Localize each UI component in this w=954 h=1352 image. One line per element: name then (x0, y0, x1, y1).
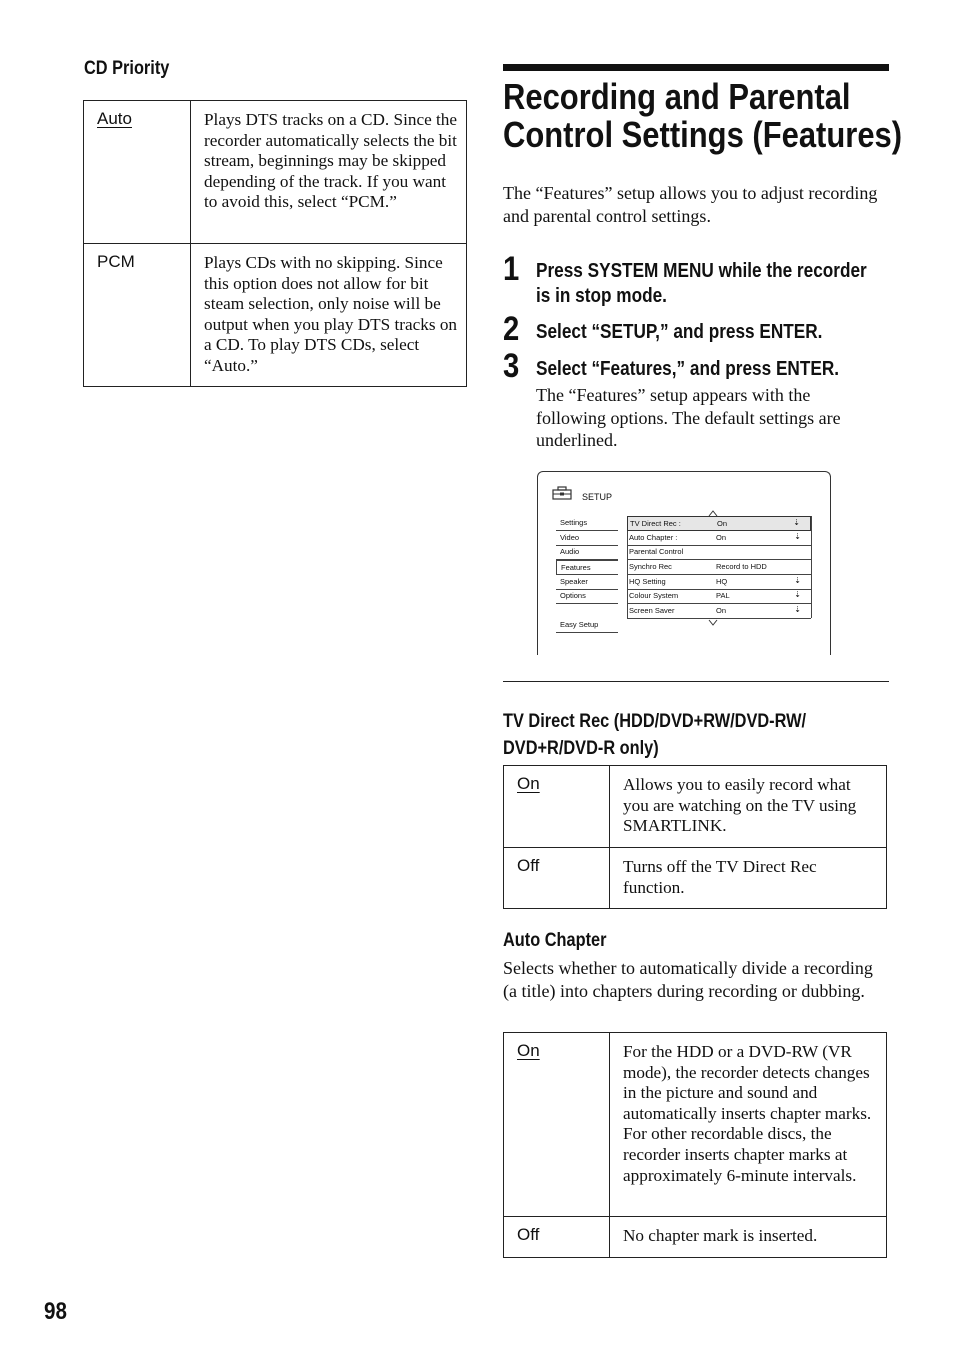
scroll-up-icon (708, 510, 718, 517)
menu-item-settings: Settings (556, 516, 618, 531)
title-rule (503, 64, 889, 71)
arrow-down-icon: ⇣ (794, 576, 801, 585)
table-row (504, 766, 887, 848)
auto-chapter-heading: Auto Chapter (503, 930, 607, 951)
setting-row-auto-chapter: Auto Chapter : On ⇣ (627, 531, 811, 546)
option-desc-pcm: Plays CDs with no skipping. Since this option does not allow for bit steam selection, only noise will be output when you play DTS tracks on a CD. To play DTS CDs, select “Auto.” (191, 244, 467, 387)
page-number: 98 (44, 1298, 67, 1325)
option-key-auto: Auto (97, 109, 132, 128)
setup-screen-illustration (537, 471, 831, 655)
option-key-on: On (517, 1041, 540, 1060)
setting-row-hq-setting: HQ Setting HQ ⇣ (627, 575, 811, 590)
menu-item-easy-setup: Easy Setup (556, 618, 618, 633)
option-key-pcm: PCM (97, 252, 135, 271)
scroll-down-icon (708, 619, 718, 626)
option-key-on: On (517, 774, 540, 793)
section-divider (503, 681, 889, 682)
setting-row-synchro-rec: Synchro Rec Record to HDD (627, 560, 811, 575)
setup-title: SETUP (582, 492, 613, 502)
auto-chapter-table (503, 1032, 887, 1258)
option-desc-auto: Plays DTS tracks on a CD. Since the recorder automatically selects the bit stream, beginnings may be skipped depending of the track. If you want to avoid this, select “PCM.” (191, 101, 467, 244)
page-title: Recording and Parental Control Settings (Features) (503, 76, 903, 155)
table-row (84, 244, 467, 387)
menu-item-speaker: Speaker (556, 575, 618, 590)
arrow-down-icon: ⇣ (793, 518, 800, 527)
cd-priority-heading: CD Priority (84, 58, 170, 79)
step-number-2: 2 (503, 310, 520, 348)
menu-item-options: Options (556, 589, 618, 604)
option-key-off: Off (517, 1225, 540, 1244)
intro-text: The “Features” setup allows you to adjust recording and parental control settings. (503, 183, 878, 226)
setting-row-colour-system: Colour System PAL ⇣ (627, 589, 811, 604)
option-key-off: Off (517, 856, 540, 875)
tv-direct-rec-table (503, 765, 887, 909)
table-row (84, 101, 467, 244)
table-row (504, 848, 887, 909)
step-text-3: Select “Features,” and press ENTER. (536, 358, 840, 380)
setting-row-parental-control: Parental Control (627, 545, 811, 560)
arrow-down-icon: ⇣ (794, 532, 801, 541)
step-number-3: 3 (503, 347, 520, 385)
arrow-down-icon: ⇣ (794, 605, 801, 614)
table-row (504, 1217, 887, 1258)
auto-chapter-intro: Selects whether to automatically divide a recording (a title) into chapters during recording or dubbing. (503, 958, 873, 1001)
setting-row-tv-direct-rec: TV Direct Rec : On ⇣ (627, 516, 811, 531)
menu-item-video: Video (556, 531, 618, 546)
option-desc-off: No chapter mark is inserted. (610, 1217, 887, 1258)
arrow-down-icon: ⇣ (794, 590, 801, 599)
menu-item-features: Features (556, 560, 618, 575)
option-desc-on: For the HDD or a DVD-RW (VR mode), the recorder detects changes in the picture and sound and automatically inserts chapter marks. For other recordable discs, the recorder inserts chapter marks at approximately 6-minute intervals. (610, 1033, 887, 1217)
step-number-1: 1 (503, 250, 520, 288)
step-text-2: Select “SETUP,” and press ENTER. (536, 321, 823, 343)
option-desc-off: Turns off the TV Direct Rec function. (610, 848, 887, 909)
tv-direct-rec-heading: TV Direct Rec (HDD/DVD+RW/DVD-RW/ DVD+R/DVD-R only) (503, 711, 807, 759)
menu-item-audio: Audio (556, 545, 618, 560)
option-desc-on: Allows you to easily record what you are watching on the TV using SMARTLINK. (610, 766, 887, 848)
cd-priority-table (83, 100, 467, 387)
setting-row-screen-saver: Screen Saver On ⇣ (627, 604, 811, 619)
step-text-1: Press SYSTEM MENU while the recorder is in stop mode. (536, 260, 867, 307)
step-3-body: The “Features” setup appears with the following options. The default settings are underlined. (536, 385, 841, 450)
toolbox-icon (552, 486, 572, 500)
table-row (504, 1033, 887, 1217)
